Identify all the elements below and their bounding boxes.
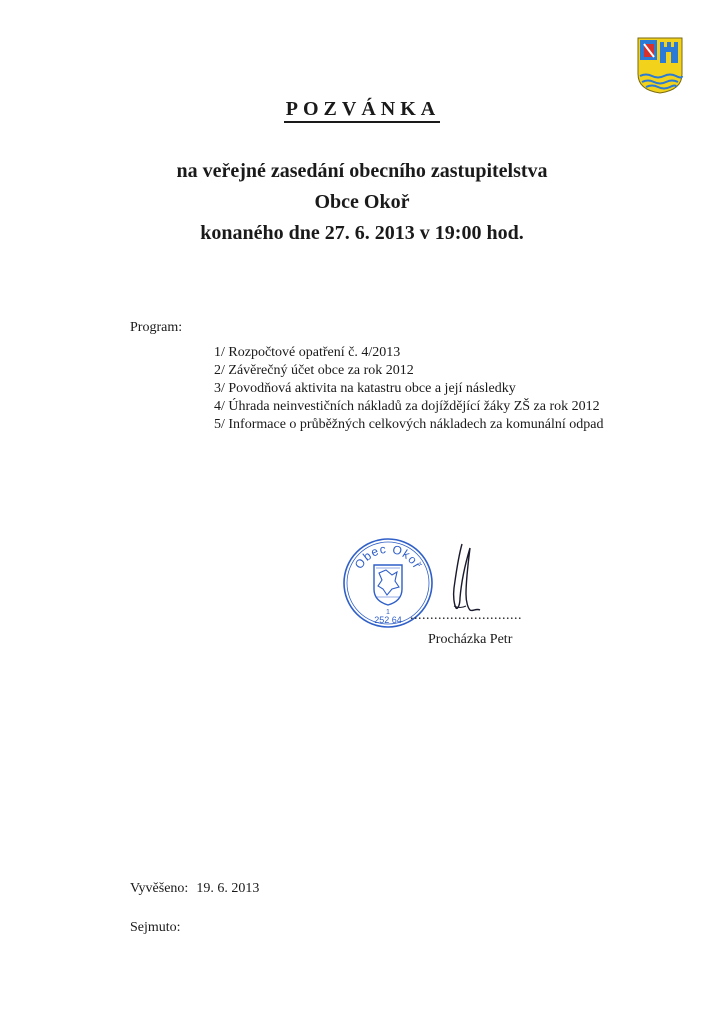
program-item: 4/ Úhrada neinvestičních nákladů za dojíždějící žáky ZŠ za rok 2012: [214, 399, 600, 414]
handwritten-signature: [432, 538, 492, 618]
stamp-top-text: Obec Okoř: [351, 541, 425, 572]
document-title-text: POZVÁNKA: [284, 98, 440, 123]
program-item: 3/ Povodňová aktivita na katastru obce a její následky: [214, 381, 516, 396]
program-item: 5/ Informace o průběžných celkových nákladech za komunální odpad: [214, 417, 604, 432]
stamp-zip: 252 64: [374, 615, 402, 625]
headline-date: konaného dne 27. 6. 2013 v 19:00 hod.: [200, 222, 524, 244]
signer-name: Procházka Petr: [428, 632, 513, 647]
coat-of-arms-icon: [636, 36, 684, 94]
posted-value: 19. 6. 2013: [196, 881, 260, 896]
signature-line: ............................: [410, 608, 522, 623]
program-item: 2/ Závěrečný účet obce za rok 2012: [214, 363, 414, 378]
headline-meeting: na veřejné zasedání obecního zastupitelstva: [176, 160, 548, 182]
stamp-number: 1: [386, 609, 390, 616]
document-title: [0, 98, 724, 121]
posted-date-row: [130, 881, 259, 897]
headline-municipality: Obce Okoř: [314, 191, 410, 213]
removed-label: Sejmuto:: [130, 920, 181, 935]
program-item: 1/ Rozpočtové opatření č. 4/2013: [214, 345, 401, 360]
program-label: Program:: [130, 320, 183, 335]
posted-label: Vyvěšeno:: [130, 881, 189, 896]
program-list: [214, 344, 604, 434]
